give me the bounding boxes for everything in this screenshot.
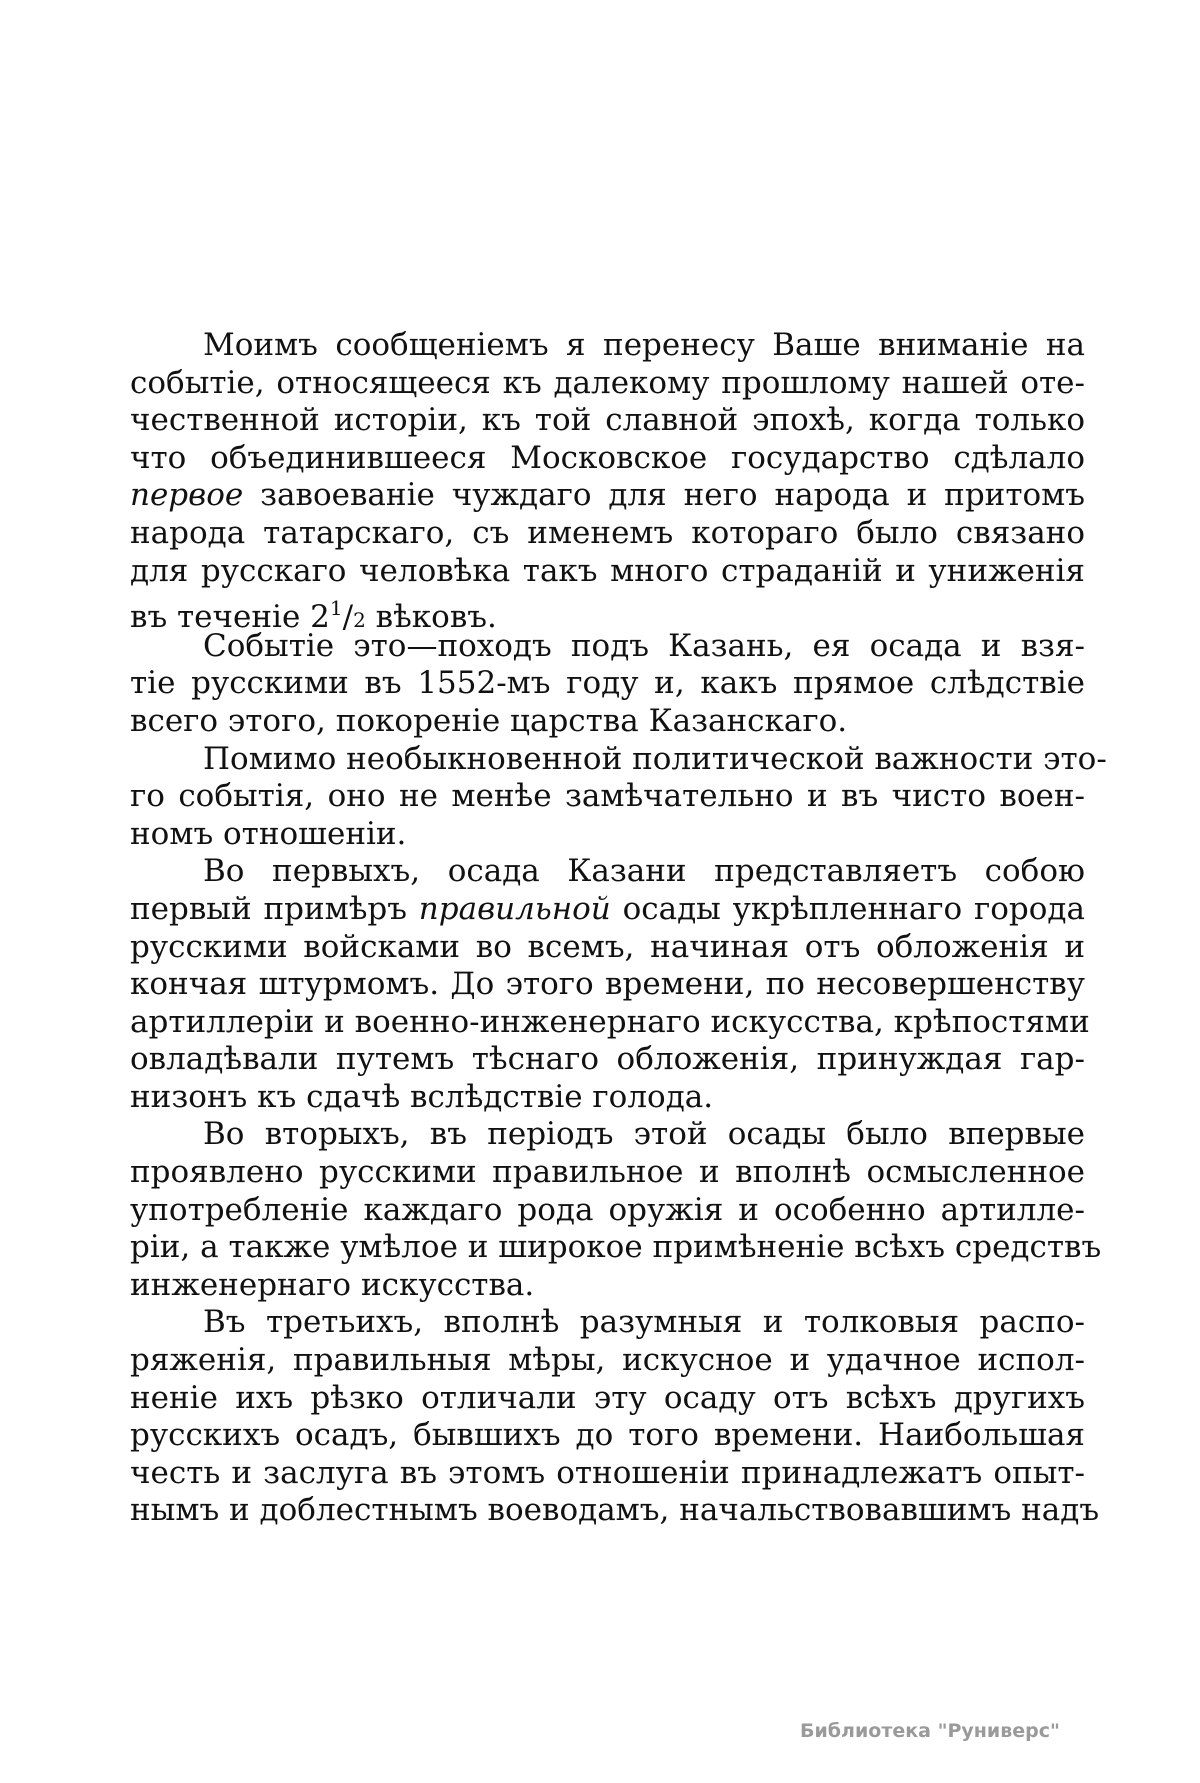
fraction-slash: /	[342, 599, 354, 636]
emphasis-text: правильной	[418, 890, 611, 927]
text-line: Моимъ сообщеніемъ я перенесу Ваше вниманіе на	[203, 327, 1085, 363]
text-line: Событіе это—походъ подъ Казань, ея осада и взя-	[203, 627, 1085, 664]
paragraph-1	[130, 327, 1085, 636]
paragraph-3	[130, 740, 1107, 854]
text-line: кончая штурмомъ. До этого времени, по несовершенству	[130, 966, 1085, 1003]
text-line: употребленіе каждаго рода оружія и особенно артилле-	[130, 1191, 1085, 1228]
text-line	[130, 477, 1085, 515]
text-line: нымъ и доблестнымъ воеводамъ, начальствовавшимъ надъ	[130, 1492, 1100, 1529]
fraction-denominator: 2	[353, 608, 366, 633]
fraction-numerator: 1	[329, 596, 343, 621]
text-line: номъ отношеніи.	[130, 815, 407, 852]
text-line: для русскаго человѣка такъ много страданій и униженія	[130, 552, 1085, 589]
text-fragment: въ теченіе 2	[130, 599, 330, 636]
text-line: народа татарскаго, съ именемъ котораго было связано	[130, 514, 1085, 551]
paragraph-4	[130, 853, 1090, 1116]
page-body	[130, 327, 1107, 1530]
text-line: всего этого, покореніе царства Казанскаго.	[130, 702, 848, 739]
emphasis-text: первое	[130, 477, 244, 514]
text-line: проявлено русскими правильное и вполнѣ осмысленное	[130, 1154, 1085, 1191]
text-line: артиллеріи и военно-инженернаго искусства, крѣпостями	[130, 1003, 1090, 1040]
library-watermark: Библиотека "Руниверс"	[800, 1720, 1060, 1742]
text-line: низонъ къ сдачѣ вслѣдствіе голода.	[130, 1078, 714, 1115]
paragraph-2	[130, 628, 1085, 741]
text-line: ряженія, правильныя мѣры, искусное и удачное испол-	[130, 1342, 1085, 1379]
text-line	[130, 891, 1085, 929]
text-line	[130, 590, 1085, 636]
text-line: инженернаго искусства.	[130, 1266, 535, 1303]
text-line: честь и заслуга въ этомъ отношеніи принадлежатъ опыт-	[130, 1454, 1085, 1491]
text-line: го событія, оно не менѣе замѣчательно и въ чисто воен-	[130, 778, 1085, 815]
text-line: ріи, а также умѣлое и широкое примѣненіе всѣхъ средствъ	[130, 1229, 1102, 1266]
paragraph-6	[130, 1304, 1100, 1530]
text-line: русскихъ осадъ, бывшихъ до того времени. Наибольшая	[130, 1417, 1085, 1454]
text-line: Въ третьихъ, вполнѣ разумныя и толковыя распо-	[203, 1304, 1085, 1341]
text-line: событіе, относящееся къ далекому прошлому нашей оте-	[130, 364, 1085, 401]
text-line: Помимо необыкновенной политической важности это-	[203, 740, 1107, 777]
text-fragment: завоеваніе чуждаго для него народа и притомъ	[243, 477, 1085, 514]
text-line: неніе ихъ рѣзко отличали эту осаду отъ всѣхъ другихъ	[130, 1379, 1085, 1416]
text-fragment: первый примѣръ	[130, 890, 419, 927]
text-line: что объединившееся Московское государство сдѣлало	[130, 439, 1085, 476]
text-line: тіе русскими въ 1552-мъ году и, какъ прямое слѣдствіе	[130, 665, 1085, 702]
text-fragment: вѣковъ.	[365, 599, 497, 636]
text-line: русскими войсками во всемъ, начиная отъ обложенія и	[130, 928, 1085, 965]
text-fragment: осады укрѣпленнаго города	[610, 890, 1085, 927]
paragraph-5	[130, 1116, 1102, 1304]
text-line: чественной исторіи, къ той славной эпохѣ, когда только	[130, 402, 1085, 439]
text-line: Во первыхъ, осада Казани представляетъ собою	[203, 853, 1085, 890]
text-line: Во вторыхъ, въ періодъ этой осады было впервые	[203, 1116, 1085, 1153]
text-line: овладѣвали путемъ тѣснаго обложенія, принуждая гар-	[130, 1041, 1085, 1078]
